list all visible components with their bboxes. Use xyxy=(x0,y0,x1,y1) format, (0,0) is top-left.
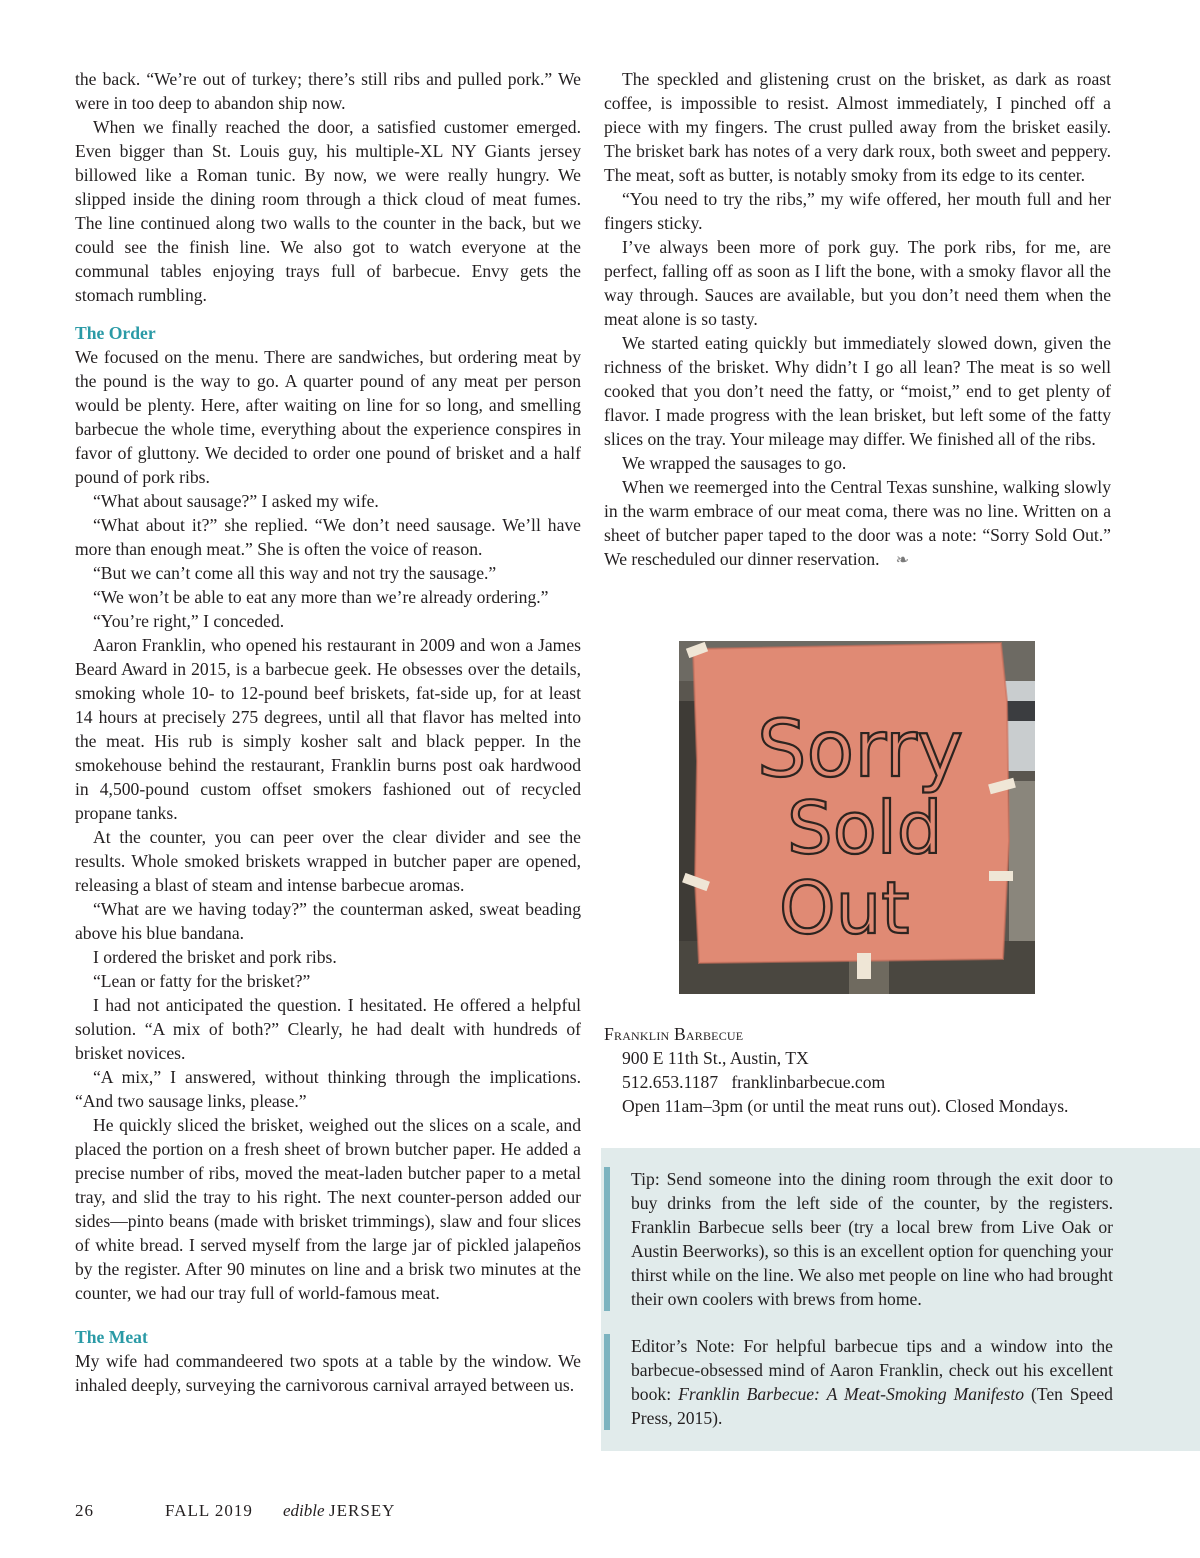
article-paragraph: “But we can’t come all this way and not try the sausage.” xyxy=(93,563,497,583)
article-paragraph: My wife had commandeered two spots at a table by the window. We inhaled deeply, surveying the carnivorous carnival arrayed between us. xyxy=(75,1351,581,1395)
closing-paragraph-text: When we reemerged into the Central Texas sunshine, walking slowly in the warm embrace of our meat coma, there was no line. Written on a sheet of butcher paper taped to the door was a note: “Sorry Sold Out.” We rescheduled our dinner reservation. xyxy=(604,477,1111,569)
article-paragraph: “You need to try the ribs,” my wife offered, her mouth full and her fingers sticky. xyxy=(604,189,1111,233)
editor-note-publisher: (Ten Speed Press, 2015). xyxy=(631,1384,1113,1428)
article-paragraph: “What about sausage?” I asked my wife. xyxy=(93,491,379,511)
magazine-name-jersey: JERSEY xyxy=(329,1501,396,1520)
article-paragraph: When we finally reached the door, a satisfied customer emerged. Even bigger than St. Louis guy, his multiple-XL NY Giants jersey billowed like a Roman tunic. By now, we were really hungry. We slipped inside the dining room through a thick cloud of meat fumes. The line continued along two walls to the counter in the back, but we could see the finish line. We also got to watch everyone at the communal tables enjoying trays full of barbecue. Envy gets the stomach rumbling. xyxy=(75,117,581,305)
article-paragraph: the back. “We’re out of turkey; there’s still ribs and pulled pork.” We were in too deep to abandon ship now. xyxy=(75,69,581,113)
article-paragraph: “Lean or fatty for the brisket?” xyxy=(93,971,311,991)
sign-text-sold: Sold xyxy=(787,786,943,870)
article-paragraph: “You’re right,” I conceded. xyxy=(93,611,285,631)
page-number: 26 xyxy=(75,1501,94,1520)
article-paragraph: I’ve always been more of pork guy. The pork ribs, for me, are perfect, falling off as soon as I lift the bone, with a smoky flavor all the way through. Sauces are available, but you don’t need them when the meat alone is so tasty. xyxy=(604,237,1111,329)
article-paragraph: At the counter, you can peer over the clear divider and see the results. Whole smoked briskets wrapped in butcher paper are opened, releasing a blast of steam and intense barbecue aromas. xyxy=(75,827,581,895)
article-paragraph: Aaron Franklin, who opened his restaurant in 2009 and won a James Beard Award in 2015, is a barbecue geek. He obsesses over the details, smoking whole 10- to 12-pound beef briskets, fat-side up, for at least 14 hours at precisely 275 degrees, until all that flavor has melted into the meat. His rub is simply kosher salt and black pepper. In the smokehouse behind the restaurant, Franklin burns post oak hardwood in 4,500-pound custom offset smokers fashioned out of recycled propane tanks. xyxy=(75,635,581,823)
article-paragraph: He quickly sliced the brisket, weighed out the slices on a scale, and placed the portion on a fresh sheet of brown butcher paper. He added a precise number of ribs, moved the meat-laden butcher paper to a metal tray, and slid the tray to his right. The next counter-person added our sides—pinto beans (made with brisket trimmings), slaw and four slices of white bread. I served myself from the large jar of pickled jalapeños by the register. After 90 minutes on line and a brisk two minutes at the counter, we had our tray full of world-famous meat. xyxy=(75,1115,581,1303)
article-right-column xyxy=(604,67,1111,573)
restaurant-info xyxy=(604,1022,1124,1118)
section-heading-meat: The Meat xyxy=(75,1327,148,1347)
restaurant-phone: 512.653.1187 xyxy=(622,1072,719,1092)
book-title: Franklin Barbecue: A Meat-Smoking Manifesto xyxy=(678,1384,1024,1404)
article-paragraph: We wrapped the sausages to go. xyxy=(622,453,847,473)
restaurant-address: 900 E 11th St., Austin, TX xyxy=(622,1048,809,1068)
article-paragraph: We focused on the menu. There are sandwiches, but ordering meat by the pound is the way to go. A quarter pound of any meat per person would be plenty. Here, after waiting on line for so long, and smelling barbecue the whole time, everything about the experience conspires in favor of gluttony. We decided to order one pound of brisket and a half pound of pork ribs. xyxy=(75,347,581,487)
restaurant-contact xyxy=(604,1070,1124,1094)
article-paragraph: I had not anticipated the question. I hesitated. He offered a helpful solution. “A mix of both?” Clearly, he had dealt with hundreds of brisket novices. xyxy=(75,995,581,1063)
editor-note-box xyxy=(604,1334,1113,1430)
sign-text-out: Out xyxy=(779,866,910,950)
article-left-column xyxy=(75,67,581,1397)
article-paragraph: I ordered the brisket and pork ribs. xyxy=(93,947,337,967)
end-ornament-icon: ❧ xyxy=(895,552,909,569)
restaurant-website: franklinbarbecue.com xyxy=(731,1072,886,1092)
restaurant-name: Franklin Barbecue xyxy=(604,1024,744,1044)
issue-label: FALL 2019 xyxy=(165,1501,253,1520)
sorry-sold-out-photo xyxy=(679,641,1035,994)
section-heading-order: The Order xyxy=(75,323,156,343)
article-paragraph: “A mix,” I answered, without thinking through the implications. “And two sausage links, please.” xyxy=(75,1067,581,1111)
article-paragraph: The speckled and glistening crust on the brisket, as dark as roast coffee, is impossible to resist. Almost immediately, I pinched off a piece with my fingers. The crust pulled away from the brisket easily. The brisket bark has notes of a very dark roux, both sweet and peppery. The meat, soft as butter, is notably smoky from its edge to its center. xyxy=(604,69,1111,185)
article-paragraph: “We won’t be able to eat any more than we’re already ordering.” xyxy=(93,587,549,607)
sign-text-sorry: Sorry xyxy=(757,705,964,795)
editor-note-text: Editor’s Note: For helpful barbecue tips and a window into the barbecue-obsessed mind of Aaron Franklin, check out his excellent book: xyxy=(631,1336,1113,1404)
tip-box: Tip: Send someone into the dining room through the exit door to buy drinks from the left side of the counter, by the registers. Franklin Barbecue sells beer (try a local brew from Live Oak or Austin Beerworks), so this is an excellent option for quenching your thirst while on the line. We also met people on line who had brought their own coolers with brews from home. xyxy=(604,1167,1113,1311)
restaurant-hours: Open 11am–3pm (or until the meat runs out). Closed Mondays. xyxy=(622,1096,1069,1116)
article-paragraph: We started eating quickly but immediately slowed down, given the richness of the brisket. Why didn’t I go all lean? The meat is so well cooked that you don’t need the fatty, or “moist,” end to get plenty of flavor. I made progress with the lean brisket, but left some of the fatty slices on the tray. Your mileage may differ. We finished all of the ribs. xyxy=(604,333,1111,449)
article-paragraph: “What are we having today?” the counterman asked, sweat beading above his blue bandana. xyxy=(75,899,581,943)
magazine-name-edible: edible xyxy=(283,1501,325,1520)
article-paragraph xyxy=(604,475,1111,573)
article-paragraph: “What about it?” she replied. “We don’t need sausage. We’ll have more than enough meat.” She is often the voice of reason. xyxy=(75,515,581,559)
